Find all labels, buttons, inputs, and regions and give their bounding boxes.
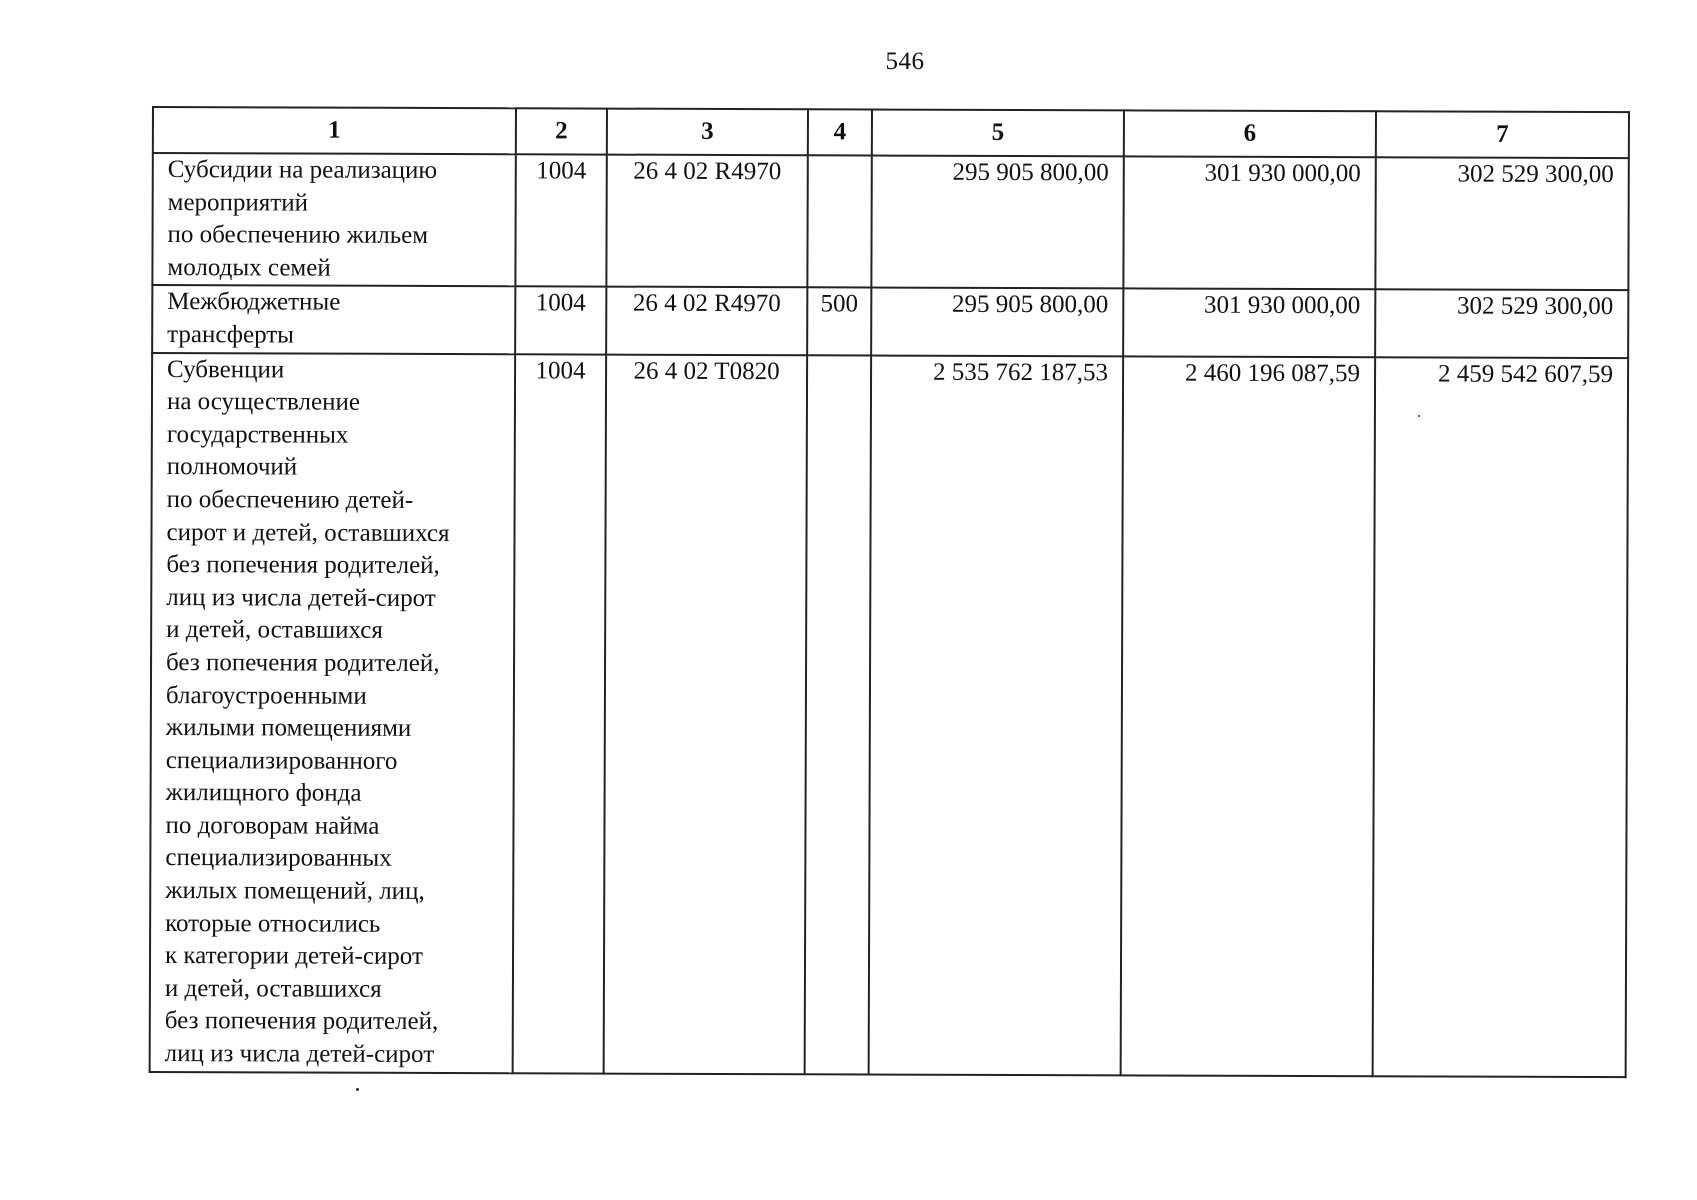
row-amount-7: 2 459 542 607,59	[1373, 357, 1629, 1077]
header-col-1: 1	[153, 107, 516, 154]
table-row	[150, 353, 1629, 1077]
row-expense-kind	[807, 155, 871, 288]
table-row	[152, 153, 1628, 291]
table-row	[152, 285, 1628, 357]
row-section-code: 1004	[515, 287, 606, 355]
row-section-code: 1004	[513, 354, 607, 1073]
row-target-code: 26 4 02 T0820	[604, 354, 808, 1074]
scan-speck	[1418, 415, 1420, 417]
header-col-3: 3	[607, 109, 808, 156]
page-number: 546	[885, 48, 925, 75]
row-amount-6: 301 930 000,00	[1123, 289, 1375, 357]
row-amount-6: 2 460 196 087,59	[1121, 356, 1376, 1076]
header-col-5: 5	[872, 110, 1124, 157]
header-col-7: 7	[1376, 111, 1629, 158]
header-col-4: 4	[808, 109, 872, 155]
row-name: Субвенции на осуществление государственных полномочий по обеспечению детей- сирот и детей, оставшихся без попечения родителей, лиц из числа детей-сирот и детей, оставшихся без попечения родителей, благоустроенными жилыми помещениями специализированного жилищного фонда по договорам найма специализированных жилых помещений, лиц, которые относились к категории детей-сирот и детей, оставшихся без попечения родителей, лиц из числа детей-сирот	[150, 353, 516, 1073]
row-section-code: 1004	[515, 154, 606, 287]
row-name: Межбюджетные трансферты	[152, 285, 515, 353]
row-target-code: 26 4 02 R4970	[606, 155, 807, 288]
header-col-6: 6	[1124, 110, 1376, 157]
row-amount-5: 295 905 800,00	[871, 288, 1123, 356]
row-amount-5: 295 905 800,00	[871, 156, 1123, 289]
table-header-row	[153, 107, 1629, 158]
row-amount-7: 302 529 300,00	[1375, 157, 1628, 290]
scan-speck	[356, 1088, 359, 1091]
header-col-2: 2	[516, 108, 607, 154]
row-amount-6: 301 930 000,00	[1123, 156, 1375, 289]
row-expense-kind: 500	[807, 288, 871, 355]
row-name: Субсидии на реализацию мероприятий по обеспечению жильем молодых семей	[152, 153, 515, 287]
row-amount-5: 2 535 762 187,53	[869, 355, 1124, 1075]
row-target-code: 26 4 02 R4970	[606, 287, 807, 355]
budget-table	[149, 106, 1630, 1078]
row-amount-7: 302 529 300,00	[1375, 290, 1628, 358]
row-expense-kind	[805, 355, 872, 1074]
